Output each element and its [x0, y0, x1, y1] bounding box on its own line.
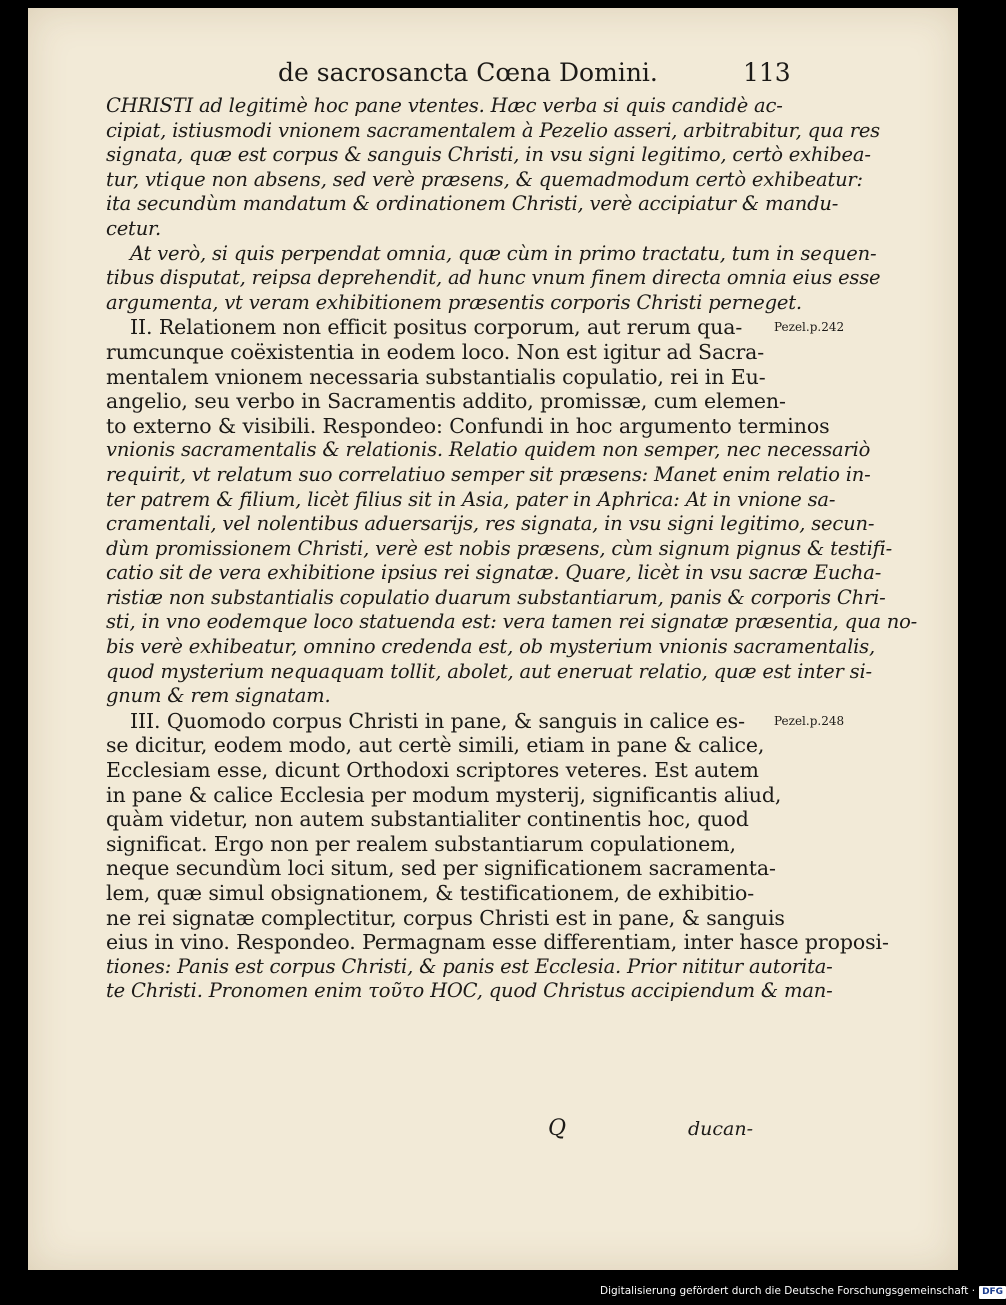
- text-line: sti, in vno eodemque loco statuenda est: vera tamen rei signatæ præsentia, qua no-: [106, 610, 918, 634]
- text-line: to externo & visibili. Respondeo: Confundi in hoc argumento terminos: [106, 413, 830, 438]
- running-title: de sacrosancta Cœna Domini.: [278, 58, 658, 87]
- signature-mark: Q: [548, 1116, 567, 1141]
- text-line: lem, quæ simul obsignationem, & testificationem, de exhibitio-: [106, 881, 755, 905]
- text-line: tiones: Panis est corpus Christi, & panis est Ecclesia. Prior nititur autorita-: [106, 954, 833, 978]
- text-line: signata, quæ est corpus & sanguis Christi, in vsu signi legitimo, certò exhibea-: [106, 143, 871, 167]
- text-line: At verò, si quis perpendat omnia, quæ cùm in primo tractatu, tum in sequen-: [130, 241, 877, 265]
- text-line: cipiat, istiusmodi vnionem sacramentalem à Pezelio asseri, arbitrabitur, qua res: [106, 118, 880, 142]
- text-line: quàm videtur, non autem substantialiter continentis hoc, quod: [106, 807, 749, 832]
- text-line: catio sit de vera exhibitione ipsius rei signatæ. Quare, licèt in vsu sacræ Eucha-: [106, 561, 882, 585]
- text-line: cramentali, vel nolentibus aduersarijs, res signata, in vsu signi legitimo, secun-: [106, 512, 875, 536]
- dfg-logo: DFG: [979, 1286, 1006, 1299]
- text-line: neque secundùm loci situm, sed per significationem sacramenta-: [106, 856, 776, 881]
- digitization-credit: [600, 1285, 1004, 1301]
- margin-note: Pezel.p.248: [774, 714, 845, 728]
- text-line: dùm promissionem Christi, verè est nobis præsens, cùm signum pignus & testifi-: [106, 536, 893, 560]
- text-line: II. Relationem non efficit positus corporum, aut rerum qua-: [130, 315, 743, 340]
- text-line: cetur.: [106, 216, 162, 240]
- catchword: ducan-: [688, 1118, 754, 1140]
- page-header: [28, 58, 958, 98]
- text-line: mentalem vnionem necessaria substantialis copulatio, rei in Eu-: [106, 364, 766, 389]
- text-line: argumenta, vt veram exhibitionem præsentis corporis Christi perneget.: [106, 290, 802, 314]
- text-line: CHRISTI ad legitimè hoc pane vtentes. Hæc verba si quis candidè ac-: [106, 94, 783, 117]
- book-page: [28, 8, 958, 1270]
- text-line: eius in vino. Respondeo. Permagnam esse differentiam, inter hasce proposi-: [106, 930, 889, 955]
- text-line: tibus disputat, reipsa deprehendit, ad hunc vnum finem directa omnia eius esse: [106, 266, 881, 290]
- text-line: rumcunque coëxistentia in eodem loco. Non est igitur ad Sacra-: [106, 339, 765, 364]
- text-line: ita secundùm mandatum & ordinationem Christi, verè accipiatur & mandu-: [106, 192, 839, 216]
- text-line: tur, vtique non absens, sed verè præsens, & quemadmodum certò exhibeatur:: [106, 167, 863, 191]
- text-line: quod mysterium nequaquam tollit, abolet, aut eneruat relatio, quæ est inter si-: [106, 659, 872, 683]
- text-line: ter patrem & filium, licèt filius sit in Asia, pater in Aphrica: At in vnione sa-: [106, 487, 836, 511]
- text-line: ristiæ non substantialis copulatio duarum substantiarum, panis & corporis Chri-: [106, 585, 886, 609]
- text-line: te Christi. Pronomen enim τοῦτο HOC, quod Christus accipiendum & man-: [106, 979, 833, 1003]
- text-line: significat. Ergo non per realem substantiarum copulationem,: [106, 831, 736, 856]
- text-line: bis verè exhibeatur, omnino credenda est, ob mysterium vnionis sacramentalis,: [106, 635, 875, 659]
- credit-text: Digitalisierung gefördert durch die Deutsche Forschungsgemeinschaft ·: [600, 1285, 976, 1297]
- text-line: vnionis sacramentalis & relationis. Relatio quidem non semper, nec necessariò: [106, 438, 871, 462]
- text-line: requirit, vt relatum suo correlatiuo semper sit præsens: Manet enim relatio in-: [106, 462, 871, 486]
- text-line: se dicitur, eodem modo, aut certè simili, etiam in pane & calice,: [106, 733, 765, 758]
- text-line: in pane & calice Ecclesia per modum mysterij, significantis aliud,: [106, 782, 782, 807]
- text-line: angelio, seu verbo in Sacramentis addito, promissæ, cum elemen-: [106, 389, 786, 414]
- text-line: ne rei signatæ complectitur, corpus Christi est in pane, & sanguis: [106, 905, 785, 930]
- text-line: Ecclesiam esse, dicunt Orthodoxi scriptores veteres. Est autem: [106, 758, 759, 783]
- page-number: 113: [743, 58, 791, 87]
- margin-note: Pezel.p.242: [774, 320, 845, 335]
- text-line: gnum & rem signatam.: [106, 684, 331, 708]
- text-line: III. Quomodo corpus Christi in pane, & sanguis in calice es-: [130, 708, 745, 733]
